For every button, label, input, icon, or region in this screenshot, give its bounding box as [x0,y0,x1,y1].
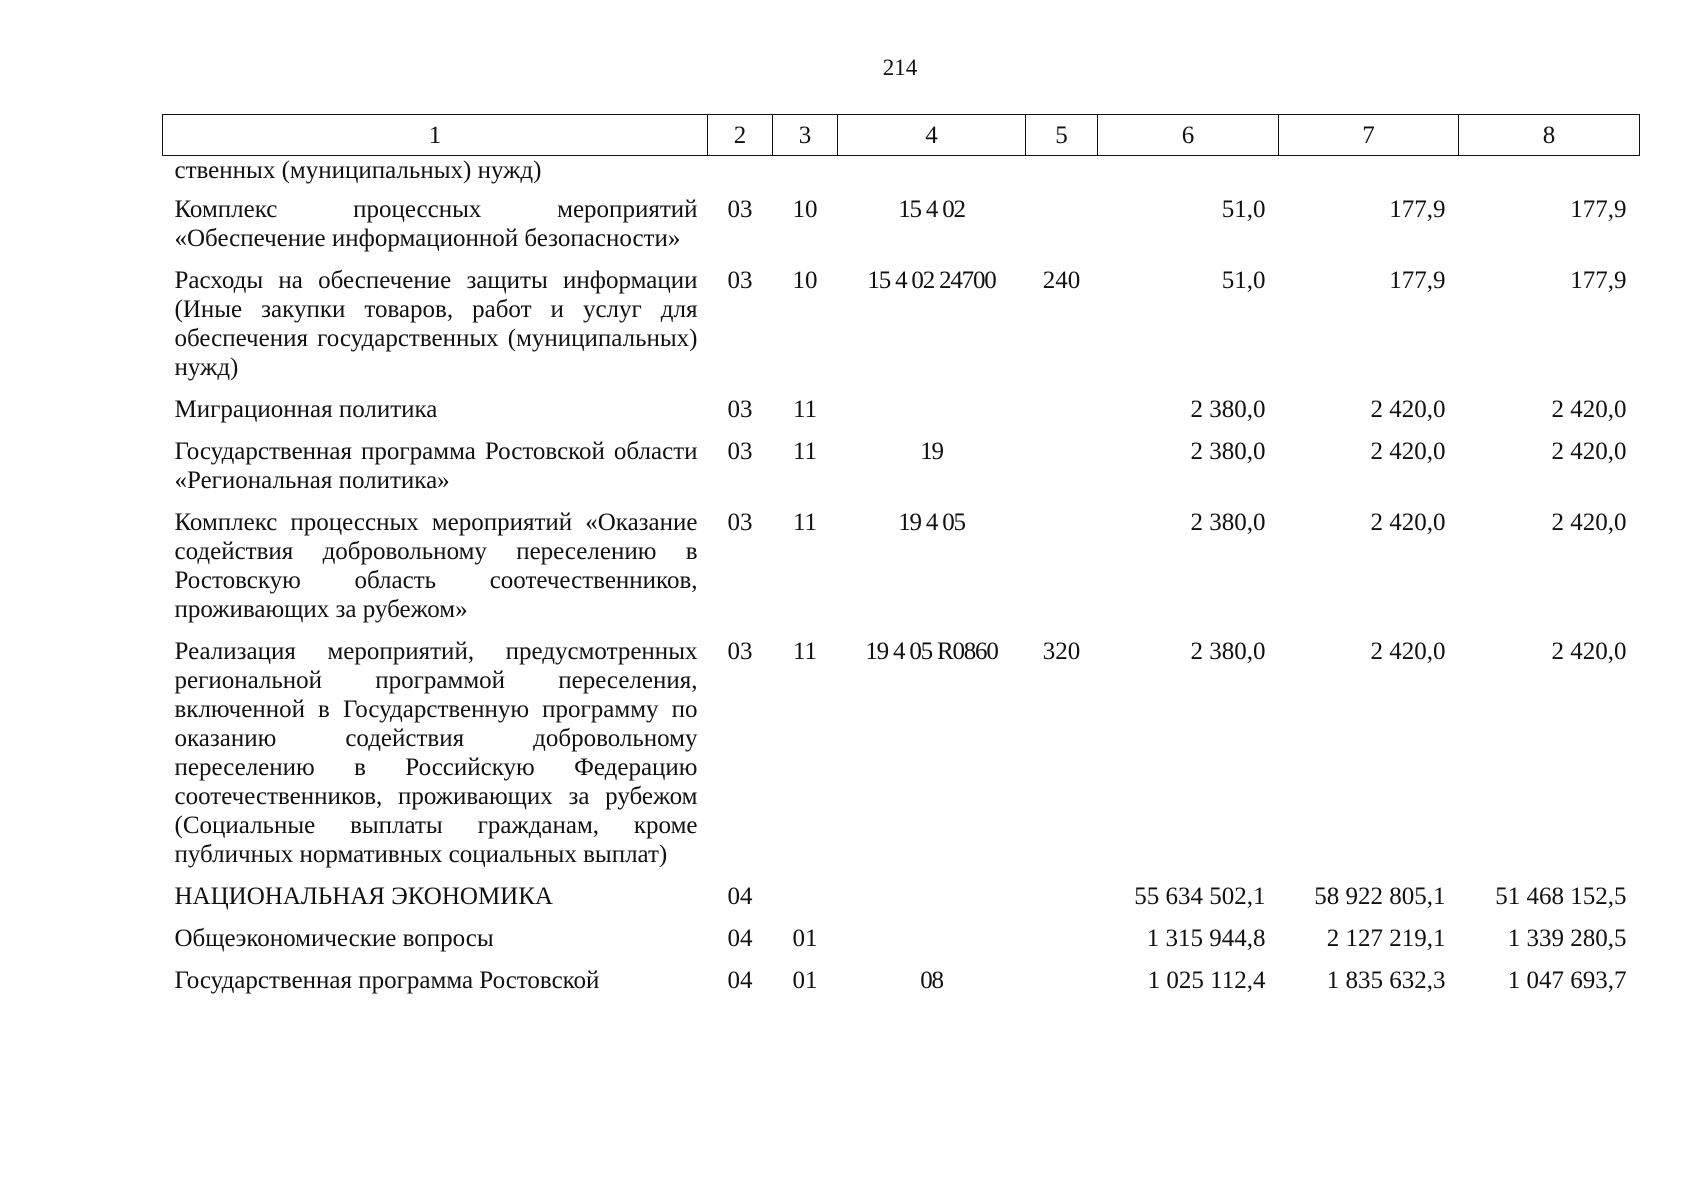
row-section: 03 [727,438,753,465]
row-section: 04 [727,967,753,994]
row-amount-col7: 177,9 [1389,267,1446,294]
row-amount-col8: 2 420,0 [1551,438,1627,465]
row-amount-col6: 2 380,0 [1190,396,1266,423]
table-row [163,266,1640,395]
header-col-5: 5 [1026,115,1098,156]
row-expense-type [1026,395,1098,437]
row-subsection: 11 [792,638,818,665]
row-target-code: 15 4 02 24700 [867,267,996,294]
row-amount-col8: 1 339 280,5 [1507,925,1627,952]
row-expense-type: 240 [1042,267,1081,294]
page-number: 214 [882,55,918,80]
row-target-code: 08 [920,967,943,994]
header-col-6: 6 [1098,115,1279,156]
row-amount-col7: 2 127 219,1 [1326,925,1446,952]
table-row [163,395,1640,437]
header-col-7: 7 [1279,115,1459,156]
row-amount-col8 [1459,156,1640,196]
header-col-1: 1 [163,115,708,156]
table-row [163,924,1640,966]
row-name: Государственная программа Ростовской [174,967,600,994]
table-row [163,508,1640,637]
row-section: 03 [727,396,753,423]
header-col-2: 2 [708,115,773,156]
row-subsection: 01 [792,925,818,952]
row-subsection: 11 [792,509,818,536]
row-amount-col7: 2 420,0 [1370,509,1446,536]
row-section [708,156,773,196]
row-subsection: 11 [792,396,818,423]
header-row [163,115,1640,156]
row-section: 03 [727,196,753,223]
row-name: Реализация мероприятий, предусмотренных региональной программой переселения, включенной в Государственную программу по оказанию содействия добровольному переселению в Российскую Федерацию соотечественников, проживающих за рубежом (Социальные выплаты гражданам, кроме публичных нормативных социальных выплат) [174,638,698,868]
row-amount-col8: 177,9 [1570,267,1627,294]
table-row [163,437,1640,508]
budget-table [162,114,1640,1008]
row-target-code: 19 [920,438,943,465]
row-target-code: 15 4 02 [898,196,965,223]
row-subsection: 10 [792,196,818,223]
row-amount-col6: 1 315 944,8 [1146,925,1266,952]
row-subsection [773,882,838,924]
header-col-4: 4 [838,115,1026,156]
row-amount-col8: 2 420,0 [1551,509,1627,536]
row-name: НАЦИОНАЛЬНАЯ ЭКОНОМИКА [174,883,553,910]
table-row [163,195,1640,266]
row-amount-col8: 177,9 [1570,196,1627,223]
row-subsection: 11 [792,438,818,465]
table-body [163,156,1640,1009]
row-expense-type [1026,195,1098,266]
row-expense-type [1026,882,1098,924]
row-expense-type [1026,966,1098,1008]
row-name: Расходы на обеспечение защиты информации (Иные закупки товаров, работ и услуг для обеспечения государственных (муниципальных) нужд) [174,267,698,381]
row-target-code: 19 4 05 [898,509,965,536]
row-section: 03 [727,638,753,665]
row-section: 03 [727,509,753,536]
table-row [163,637,1640,882]
row-amount-col7: 2 420,0 [1370,638,1446,665]
row-expense-type [1026,437,1098,508]
row-amount-col6: 2 380,0 [1190,509,1266,536]
table-header [163,115,1640,156]
row-name: Государственная программа Ростовской области «Региональная политика» [174,438,698,494]
row-subsection: 01 [792,967,818,994]
row-target-code [838,395,1026,437]
row-amount-col7: 1 835 632,3 [1326,967,1446,994]
row-expense-type [1026,924,1098,966]
header-col-3: 3 [773,115,838,156]
budget-table-wrapper [162,114,1635,1008]
header-col-8: 8 [1459,115,1640,156]
row-target-code [838,924,1026,966]
row-amount-col6 [1098,156,1279,196]
row-target-code: 19 4 05 R0860 [865,638,998,665]
row-name: Общеэкономические вопросы [174,925,494,952]
row-subsection [773,156,838,196]
row-amount-col7: 2 420,0 [1370,438,1446,465]
row-amount-col8: 1 047 693,7 [1507,967,1627,994]
row-amount-col6: 2 380,0 [1190,638,1266,665]
row-target-code [838,156,1026,196]
row-subsection: 10 [792,267,818,294]
row-expense-type [1026,508,1098,637]
row-name: ственных (муниципальных) нужд) [174,157,542,184]
row-amount-col6: 1 025 112,4 [1147,967,1266,994]
table-row [163,966,1640,1008]
row-amount-col8: 51 468 152,5 [1495,883,1627,910]
row-section: 03 [727,267,753,294]
row-amount-col8: 2 420,0 [1551,396,1627,423]
row-section: 04 [727,925,753,952]
row-amount-col6: 55 634 502,1 [1134,883,1266,910]
row-amount-col7 [1279,156,1459,196]
row-amount-col6: 51,0 [1221,196,1266,223]
row-name: Миграционная политика [174,396,438,423]
row-name: Комплекс процессных мероприятий «Обеспечение информационной безопасности» [174,196,698,252]
row-amount-col7: 2 420,0 [1370,396,1446,423]
row-expense-type: 320 [1042,638,1081,665]
row-target-code [838,882,1026,924]
table-row [163,882,1640,924]
row-amount-col6: 2 380,0 [1190,438,1266,465]
row-amount-col7: 58 922 805,1 [1314,883,1446,910]
row-amount-col8: 2 420,0 [1551,638,1627,665]
row-section: 04 [727,883,753,910]
row-expense-type [1026,156,1098,196]
row-amount-col7: 177,9 [1389,196,1446,223]
row-name: Комплекс процессных мероприятий «Оказание содействия добровольному переселению в Ростовскую область соотечественников, проживающих за рубежом» [174,509,698,623]
table-row [163,156,1640,196]
row-amount-col6: 51,0 [1221,267,1266,294]
